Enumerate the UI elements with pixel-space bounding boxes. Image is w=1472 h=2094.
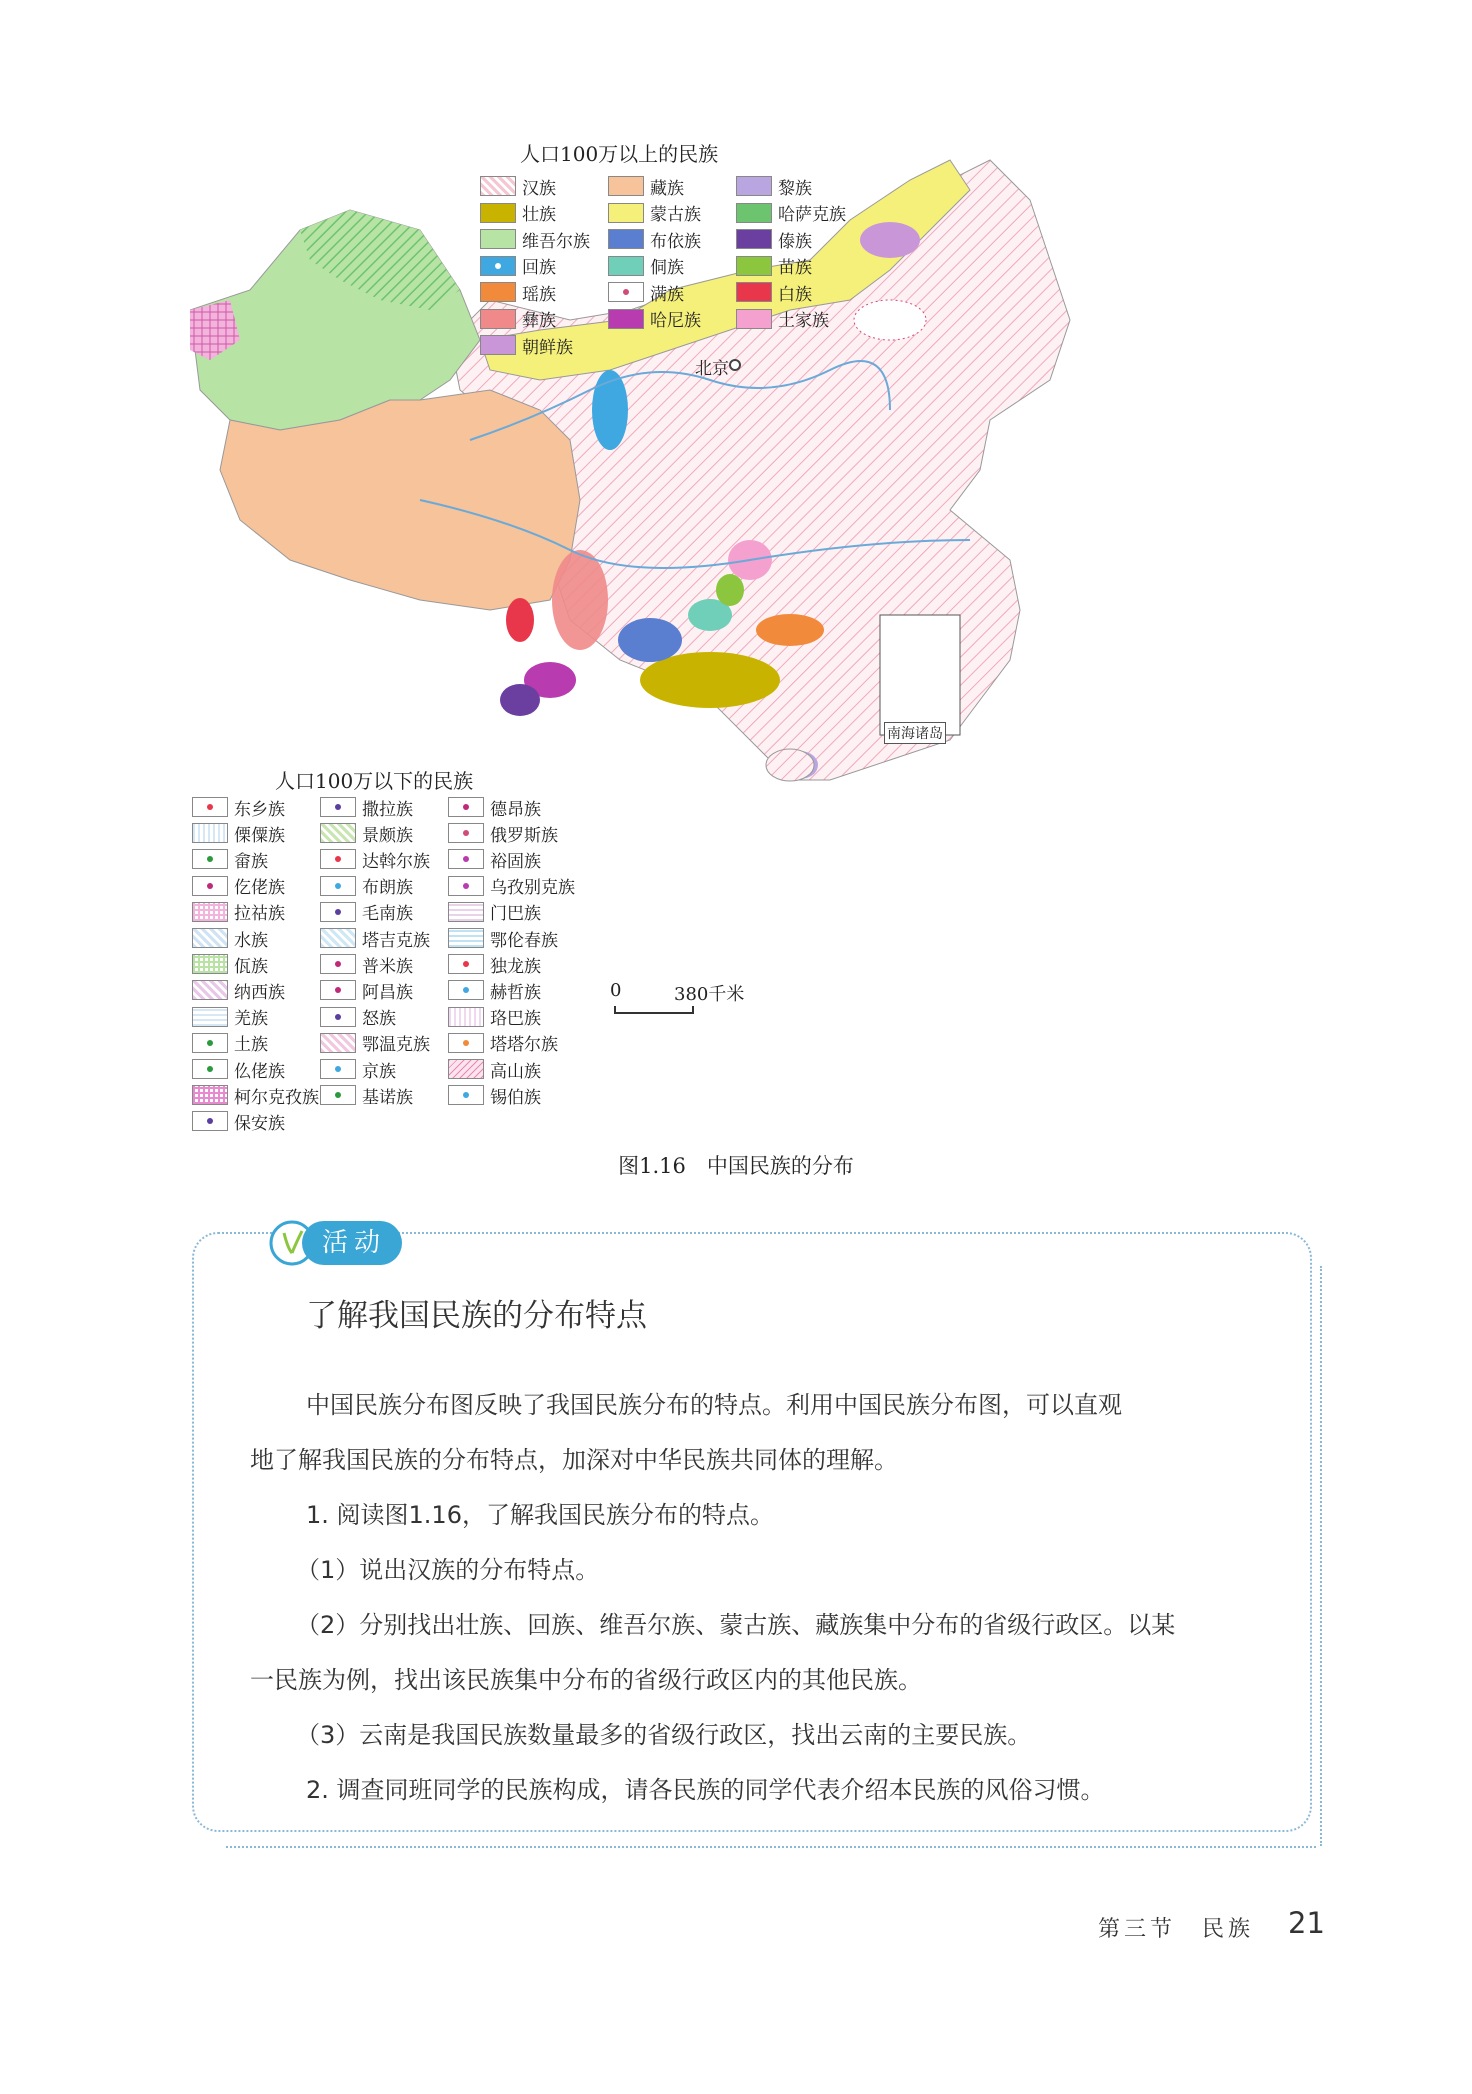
legend-minor-swatch [192,849,228,869]
activity-badge-label: 活动 [302,1221,402,1265]
legend-minor-swatch [192,902,228,922]
legend-minor-item [192,926,268,950]
legend-major-item [480,201,556,225]
legend-minor-item [192,1005,268,1029]
legend-minor-item [320,1057,396,1081]
legend-minor-label: 纳西族 [234,982,285,1003]
legend-minor-swatch [448,797,484,817]
legend-minor-item [448,1057,541,1081]
legend-minor-item [192,1083,319,1107]
legend-minor-label: 畲族 [234,851,268,872]
legend-major-swatch [736,229,772,249]
legend-minor-swatch [192,1059,228,1079]
legend-minor-swatch [448,1059,484,1079]
legend-minor-swatch [320,1007,356,1027]
legend-minor-label: 羌族 [234,1009,268,1030]
legend-minor-item [192,1031,268,1055]
legend-minor-item [320,1083,413,1107]
activity-paragraph: 2. 调查同班同学的民族构成，请各民族的同学代表介绍本民族的风俗习惯。 [306,1776,1105,1804]
legend-minor-item [448,1083,541,1107]
manchu-region [854,300,926,340]
legend-major-label: 蒙古族 [650,205,701,225]
legend-major-item [608,227,701,251]
legend-minor-item [192,952,268,976]
legend-minor-label: 布朗族 [362,878,413,899]
activity-paragraph: （3）云南是我国民族数量最多的省级行政区，找出云南的主要民族。 [296,1721,1032,1749]
legend-minor-swatch [320,797,356,817]
legend-major-swatch [480,309,516,329]
legend-minor-swatch [192,876,228,896]
legend-minor-label: 赫哲族 [490,982,541,1003]
legend-major-item [480,307,556,331]
legend-minor-swatch [192,1111,228,1131]
legend-minor-item [192,821,285,845]
activity-paragraph: （1）说出汉族的分布特点。 [296,1556,600,1584]
legend-minor-item [192,978,285,1002]
legend-minor-label: 土族 [234,1035,268,1056]
legend-minor-label: 怒族 [362,1009,396,1030]
legend-minor-item [320,874,413,898]
legend-minor-label: 基诺族 [362,1087,413,1108]
activity-box-shadow-right [1320,1266,1322,1846]
ethnic-distribution-map [190,140,1290,1140]
legend-major-item [480,174,556,198]
legend-minor-item [448,795,541,819]
legend-major-label: 彝族 [522,311,556,331]
legend-major-item [480,227,590,251]
legend-major-swatch [480,335,516,355]
legend-major-item [480,254,556,278]
activity-paragraph: 一民族为例，找出该民族集中分布的省级行政区内的其他民族。 [250,1666,922,1694]
scale-zero: 0 [610,980,622,1001]
legend-minor-item [320,926,430,950]
legend-minor-swatch [448,1033,484,1053]
legend-minor-label: 俄罗斯族 [490,825,558,846]
legend-minor-swatch [320,1085,356,1105]
legend-minor-label: 锡伯族 [490,1087,541,1108]
legend-minor-item [448,874,575,898]
yi-region [552,550,608,650]
legend-minor-item [448,821,558,845]
activity-paragraph: 地了解我国民族的分布特点，加深对中华民族共同体的理解。 [250,1446,898,1474]
legend-minor-item [448,1031,558,1055]
activity-badge [268,1218,402,1268]
legend-major-swatch [480,256,516,276]
legend-minor-item [192,1109,285,1133]
legend-minor-item [448,900,541,924]
legend-minor-label: 德昂族 [490,799,541,820]
legend-major-swatch [480,176,516,196]
inset-label: 南海诸岛 [884,722,946,744]
legend-minor-swatch [320,980,356,1000]
miao-region [716,574,744,606]
legend-minor-label: 保安族 [234,1113,285,1134]
legend-major-swatch [608,256,644,276]
bai-region [506,598,534,642]
legend-major-swatch [736,203,772,223]
legend-minor-label: 门巴族 [490,904,541,925]
legend-major-label: 满族 [650,284,684,305]
legend-major-label: 苗族 [778,258,812,278]
buyi-region [618,618,682,662]
legend-major-label: 侗族 [650,258,684,278]
legend-minor-swatch [320,1059,356,1079]
yao-region [756,614,824,646]
legend-major-item [608,174,684,198]
legend-minor-label: 裕固族 [490,851,541,872]
legend-minor-swatch [192,954,228,974]
legend-major-label: 朝鲜族 [522,337,573,358]
legend-major-item [736,280,812,304]
legend-minor-swatch [448,928,484,948]
scale-value: 380千米 [674,984,745,1005]
legend-minor-swatch [448,902,484,922]
hainan-island [766,749,814,781]
legend-major-item [608,201,701,225]
legend-minor-label: 达斡尔族 [362,851,430,872]
legend-major-item [736,227,812,251]
legend-minor-label: 傈僳族 [234,825,285,846]
legend-minor-label: 拉祜族 [234,904,285,925]
legend-minor-item [192,1057,285,1081]
legend-major-label: 瑶族 [522,284,556,305]
legend-minor-label: 珞巴族 [490,1009,541,1030]
legend-major-label: 哈尼族 [650,311,701,331]
beijing-marker [730,360,740,370]
legend-minor-label: 独龙族 [490,956,541,977]
legend-major-label: 哈萨克族 [778,205,846,225]
legend-minor-item [320,821,413,845]
legend-major-label: 土家族 [778,311,829,331]
legend-minor-label: 鄂温克族 [362,1035,430,1056]
legend-minor-swatch [192,1007,228,1027]
legend-minor-swatch [448,1085,484,1105]
legend-minor-swatch [192,928,228,948]
legend-minor-swatch [192,823,228,843]
legend-minor-label: 塔吉克族 [362,930,430,951]
legend-minor-item [320,900,413,924]
legend-major-swatch [608,309,644,329]
page-number: 21 [1288,1906,1325,1940]
legend-minor-label: 高山族 [490,1061,541,1082]
legend-minor-title: 人口100万以下的民族 [275,769,474,793]
legend-major-label: 维吾尔族 [522,231,590,252]
legend-minor-item [192,795,285,819]
legend-major-label: 汉族 [522,178,556,199]
legend-minor-swatch [320,876,356,896]
legend-major-label: 回族 [522,258,556,278]
legend-minor-label: 乌孜别克族 [490,878,575,899]
legend-major-item [736,201,846,225]
legend-minor-item [320,847,430,871]
legend-major-swatch [736,309,772,329]
legend-minor-swatch [448,980,484,1000]
activity-paragraph: 中国民族分布图反映了我国民族分布的特点。利用中国民族分布图，可以直观 [306,1391,1122,1419]
south-china-sea-inset [880,615,960,735]
legend-minor-swatch [320,954,356,974]
legend-minor-swatch [192,980,228,1000]
legend-minor-item [320,795,413,819]
legend-minor-swatch [320,823,356,843]
legend-major-item [608,280,684,304]
legend-major-swatch [736,256,772,276]
legend-minor-label: 塔塔尔族 [490,1035,558,1056]
legend-major-swatch [608,203,644,223]
legend-major-swatch [480,203,516,223]
legend-minor-label: 京族 [362,1061,396,1082]
legend-minor-swatch [448,954,484,974]
legend-minor-swatch [448,849,484,869]
legend-minor-swatch [320,849,356,869]
figure-caption: 图1.16 中国民族的分布 [618,1154,854,1178]
activity-box-shadow-bottom [226,1846,1316,1848]
legend-minor-label: 鄂伦春族 [490,930,558,951]
legend-major-swatch [736,282,772,302]
legend-minor-label: 柯尔克孜族 [234,1087,319,1108]
activity-paragraph: （2）分别找出壮族、回族、维吾尔族、蒙古族、藏族集中分布的省级行政区。以某 [296,1611,1176,1639]
legend-minor-label: 撒拉族 [362,799,413,820]
legend-major-swatch [480,282,516,302]
legend-minor-label: 景颇族 [362,825,413,846]
legend-minor-swatch [192,1033,228,1053]
legend-minor-label: 佤族 [234,956,268,977]
legend-minor-item [320,952,413,976]
legend-major-item [736,307,829,331]
legend-minor-swatch [320,902,356,922]
legend-minor-item [320,978,413,1002]
legend-major-item [608,307,701,331]
legend-minor-item [448,926,558,950]
legend-minor-item [448,978,541,1002]
legend-major-item [480,333,573,357]
legend-minor-swatch [192,1085,228,1105]
legend-major-item [736,174,812,198]
legend-minor-item [192,874,285,898]
scale-bar [614,1006,694,1014]
legend-major-label: 傣族 [778,231,812,252]
legend-major-swatch [608,282,644,302]
legend-major-label: 布依族 [650,231,701,252]
legend-minor-label: 阿昌族 [362,982,413,1003]
legend-minor-swatch [448,876,484,896]
legend-minor-label: 仡佬族 [234,878,285,899]
footer-section-title: 第三节 民族 [1098,1917,1255,1942]
dai-region [500,684,540,716]
legend-minor-swatch [192,797,228,817]
legend-minor-item [448,1005,541,1029]
legend-minor-item [320,1005,396,1029]
legend-minor-swatch [448,823,484,843]
legend-minor-label: 水族 [234,930,268,951]
legend-major-label: 黎族 [778,178,812,199]
legend-major-label: 白族 [778,284,812,305]
legend-minor-label: 毛南族 [362,904,413,925]
legend-minor-item [192,900,285,924]
legend-minor-label: 东乡族 [234,799,285,820]
legend-major-swatch [480,229,516,249]
legend-major-item [736,254,812,278]
legend-minor-swatch [448,1007,484,1027]
legend-minor-item [448,952,541,976]
legend-minor-item [320,1031,430,1055]
legend-major-label: 壮族 [522,205,556,225]
legend-minor-swatch [320,928,356,948]
legend-minor-swatch [320,1033,356,1053]
legend-major-swatch [608,176,644,196]
legend-minor-label: 仫佬族 [234,1061,285,1082]
activity-title: 了解我国民族的分布特点 [306,1298,647,1334]
legend-major-item [608,254,684,278]
activity-paragraph: 1. 阅读图1.16，了解我国民族分布的特点。 [306,1501,774,1529]
legend-major-label: 藏族 [650,178,684,199]
legend-minor-item [192,847,268,871]
korean-region [860,222,920,258]
legend-major-swatch [736,176,772,196]
legend-major-title: 人口100万以上的民族 [520,142,719,166]
legend-minor-item [448,847,541,871]
legend-major-swatch [608,229,644,249]
capital-label: 北京 [695,359,729,379]
legend-major-item [480,280,556,304]
legend-minor-label: 普米族 [362,956,413,977]
